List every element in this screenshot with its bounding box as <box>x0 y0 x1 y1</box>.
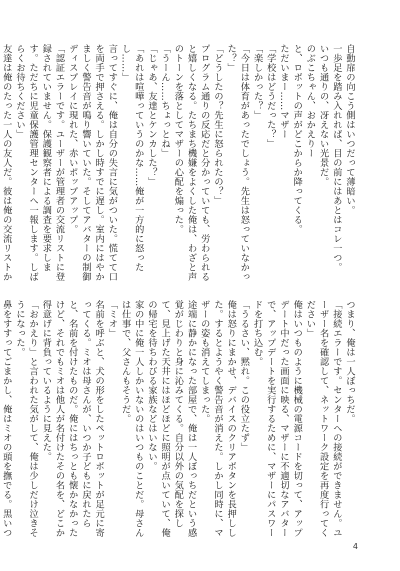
text-line: 「どうしたの？先生に怒られたの？」 <box>211 44 223 206</box>
text-line: 「あれは喧嘩っていうのかな……俺が一方的に怒ったし……」 <box>119 44 144 272</box>
text-line: 「ミオ」 <box>106 300 118 338</box>
text-line: 一歩足を踏み入れれば、目の前にはあとはコレ一つ。 <box>330 44 342 272</box>
text-line: 「今日は体育があったでしょう。先生は怒っていなかった？」 <box>225 44 250 282</box>
text-line: 「うるさい、黙れ。この役立たず」 <box>238 300 250 452</box>
text-line: 「うーん……ちょっとね」 <box>159 44 171 158</box>
text-line: プログラム通りの反応だと分かっていても、労わられると嬉しくなる。たちまち機嫌をよくした俺は、わざと声のトーンを落としてマザーの心配を煽った。 <box>172 44 210 282</box>
text-line: ただいまー……マザー <box>277 44 289 139</box>
text-line: 「おかえり」と言われた気がして、俺は少しだけ泣きそうになった。 <box>13 300 39 538</box>
text-line: 「接続エラーです。センターへの接続ができません。ユーザー名を確認して、ネットワーク設定を再度行ってください」 <box>304 300 342 538</box>
text-line: 「じゃあ、友達とケンカした？」 <box>145 44 157 187</box>
text-line: 言ってすぐに、俺は自分の失言に気がついた。慌てて口を両手で押さえる。しかし時すでに遅し。室内にはやかましく警告音が鳴り響いていた。そしてアバターの制御ディスプレイに現れた、赤いポップアップ。 <box>66 44 118 282</box>
text-line: と、ロボットの声がどこからか降ってくる。 <box>291 44 303 234</box>
text-line: 途端に静かになった部屋で、俺は一人ぼっちだという感覚がじわりと身に沁みてくる。自分以外の気配を探して、見上げた天井にはほどほどに照明が点いていて、俺の帰宅を待ちわびる家族などはいない。 <box>145 300 197 538</box>
text-line: 「楽しかった？」 <box>251 44 263 120</box>
text-line: いつも通りの、冴えない光景だ。 <box>317 44 329 187</box>
page-number: 4 <box>352 542 358 551</box>
text-line: 鼻をすすってごまかし、俺はミオの頭を撫でる。黒いつ <box>0 300 12 538</box>
text-line: 名前を呼ぶと、犬の形をしたペットロボットが足元に寄ってくる。ミオは母さんが、いつか子どもに戻れたらと、名前を付けたものだ。俺にはちっとも懐かなかったけど、それでもミオは他人が名付けたその名を、どこか得意げに背負っているように見えた。 <box>40 300 105 538</box>
text-line: 俺は怒りにまかせ、デバイスのクリアボタンを長押しした。するとようやく警告音が消えた。しかし同時に、マザーの姿も消えてしまった。 <box>198 300 237 538</box>
text-line: 自動扉の向こう側はいつだって薄暗い。 <box>344 44 355 215</box>
text-line: 友達は俺のたった一人の友人だ。彼は俺の交流リストか <box>0 44 12 282</box>
text-block-upper <box>0 44 356 288</box>
text-line: 「学校はどうだった？」 <box>264 44 276 149</box>
text-line: のぶこちゃん、おかえりー <box>304 44 316 158</box>
text-line: 家の中に俺一人しかいないのはいつものことだ。母さんは仕事で、父さんもそうだ。 <box>119 300 144 538</box>
text-line: 俺はいつものように機械の電源コードを切って、アップデート中だった画面に映る、マザーに不適切なアバターで、アップデートを実行するために、マザーにパスワードを打ち込む。 <box>251 300 303 538</box>
text-line: 「認証エラーです。ユーザーが管理者の交流リストに登録されていません。保護観察者による調査を要求します。ただちに児童保護管理センターへ一報します。しばらくお待ちください」 <box>13 44 65 282</box>
text-line: つまり、俺は一人ぼっちだ。 <box>344 300 355 424</box>
text-block-lower <box>0 300 356 544</box>
